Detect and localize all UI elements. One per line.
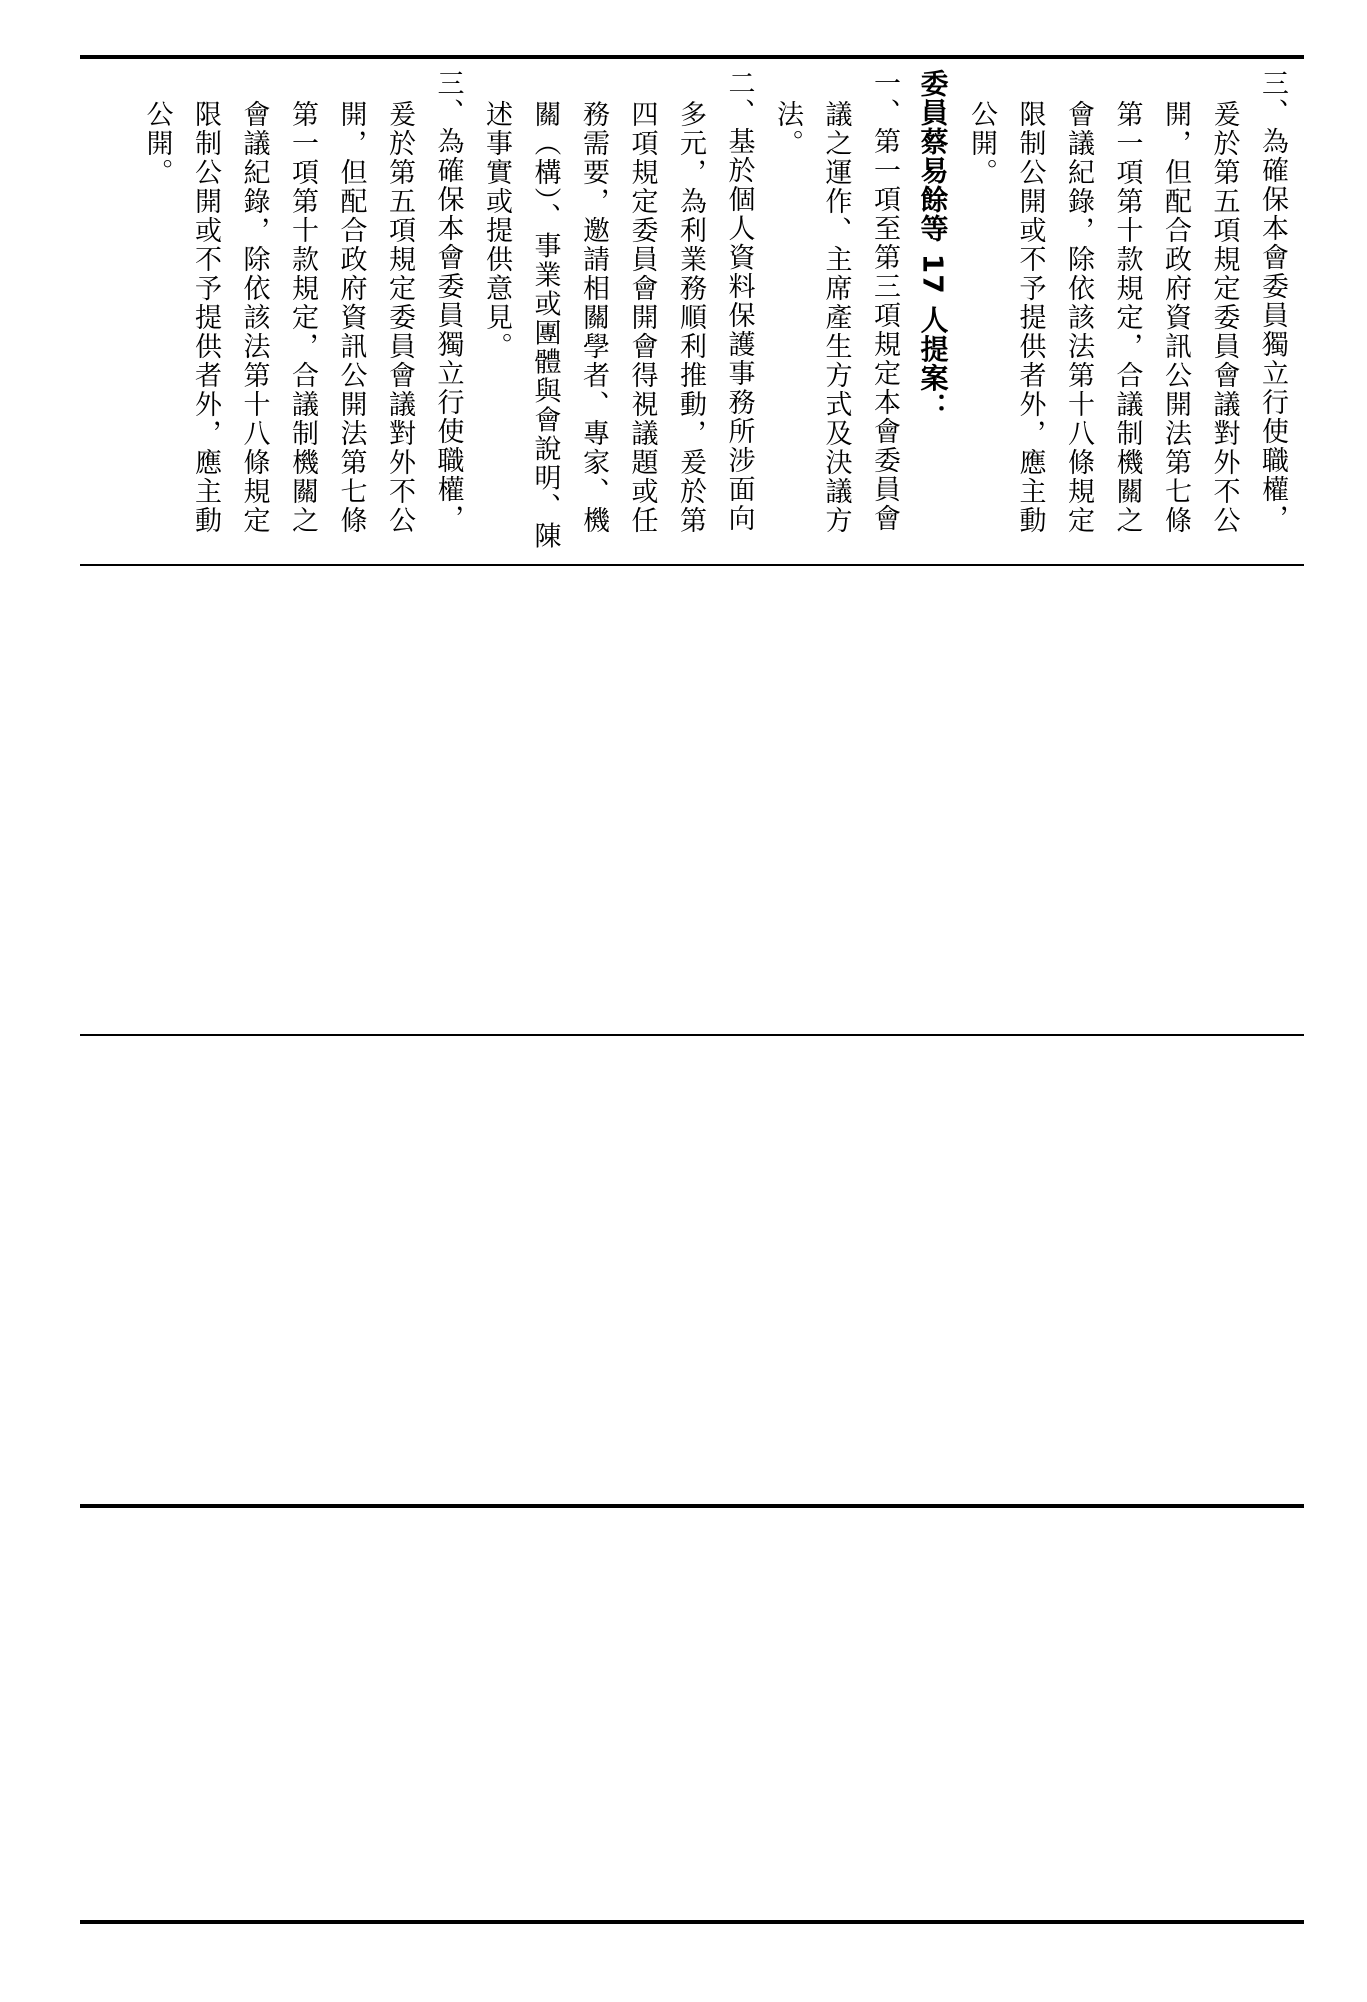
table-row-3 <box>82 1036 1302 1504</box>
explanation-item-2: 二、基於個人資料保護事務所涉面向多元，為利業務順利推動，爰於第四項規定委員會開會得視議題或任務需要，邀請相關學者、專家、機關（構）、事業或團體與會說明、陳述事實或提供意見。 <box>481 69 755 551</box>
table-bottom-rule <box>80 1920 1304 1924</box>
explanation-item-1: 一、第一項至第三項規定本會委員會議之運作、主席產生方式及決議方法。 <box>772 69 900 536</box>
explanation-text <box>132 69 1296 559</box>
explanation-item-3: 三、為確保本會委員獨立行使職權，爰於第五項規定委員會議對外不公開，但配合政府資訊公開法第七條第一項第十款規定，合議制機關之會議紀錄，除依該法第十八條規定限制公開或不予提供者外，應主動公開。 <box>966 69 1288 536</box>
table-row-1 <box>82 59 1302 564</box>
proposal-heading: 委員蔡易餘等 17 人提案： <box>916 69 950 422</box>
explanation-item-3b: 三、為確保本會委員獨立行使職權，爰於第五項規定委員會議對外不公開，但配合政府資訊公開法第七條第一項第十款規定，合議制機關之會議紀錄，除依該法第十八條規定限制公開或不予提供者外，應主動公開。 <box>141 69 464 536</box>
table-row-2 <box>82 566 1302 1034</box>
table-row-4 <box>82 1508 1302 2002</box>
